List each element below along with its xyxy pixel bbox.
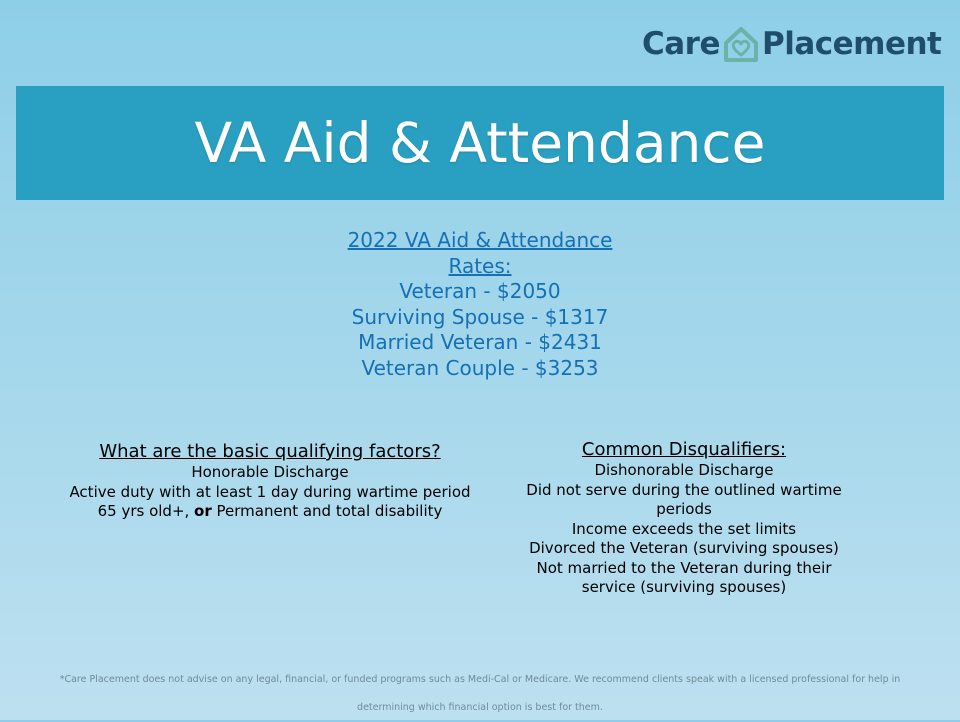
care-placement-logo bbox=[642, 22, 941, 66]
page-title: VA Aid & Attendance bbox=[194, 111, 766, 175]
rates-section bbox=[280, 228, 680, 381]
rate-surviving-spouse: Surviving Spouse - $1317 bbox=[351, 304, 609, 329]
rate-veteran: Veteran - $2050 bbox=[399, 279, 561, 303]
disclaimer-line-2: determining which financial option is best for them. bbox=[357, 702, 603, 713]
qualifying-factors-title: What are the basic qualifying factors? bbox=[99, 441, 441, 462]
disclaimer-line-1: *Care Placement does not advise on any legal, financial, or funded programs such as Medi-Cal or Medicare. We recommend clients speak with a licensed professional for help in bbox=[59, 674, 901, 685]
rates-heading-line-1: 2022 VA Aid & Attendance bbox=[347, 228, 613, 252]
logo-text-care: Care bbox=[642, 26, 720, 62]
qualifying-factors-section bbox=[40, 441, 500, 522]
logo-text-placement: Placement bbox=[761, 26, 942, 62]
qualifying-item: Honorable Discharge bbox=[191, 463, 349, 481]
age-suffix: Permanent and total disability bbox=[211, 502, 443, 520]
house-heart-icon bbox=[721, 24, 761, 64]
disqualifier-item: Dishonorable Discharge bbox=[594, 461, 774, 479]
qualifying-item: Active duty with at least 1 day during wartime period bbox=[69, 482, 471, 501]
disqualifiers-title: Common Disqualifiers: bbox=[581, 439, 787, 460]
disqualifier-item: Divorced the Veteran (surviving spouses) bbox=[529, 539, 839, 557]
rates-heading-line-2: Rates: bbox=[448, 253, 512, 278]
disclaimer bbox=[20, 666, 940, 722]
disqualifier-item: Income exceeds the set limits bbox=[571, 519, 797, 538]
disqualifiers-section bbox=[510, 439, 858, 598]
title-banner bbox=[16, 86, 944, 200]
disqualifier-item: Not married to the Veteran during their service (surviving spouses) bbox=[536, 558, 832, 596]
rate-married-veteran: Married Veteran - $2431 bbox=[358, 330, 602, 354]
age-or: or bbox=[194, 502, 212, 520]
age-prefix: 65 yrs old+, bbox=[97, 502, 195, 520]
qualifying-item-age bbox=[40, 502, 500, 522]
disqualifier-item: Did not serve during the outlined wartime periods bbox=[526, 480, 842, 518]
rate-veteran-couple: Veteran Couple - $3253 bbox=[361, 355, 599, 380]
